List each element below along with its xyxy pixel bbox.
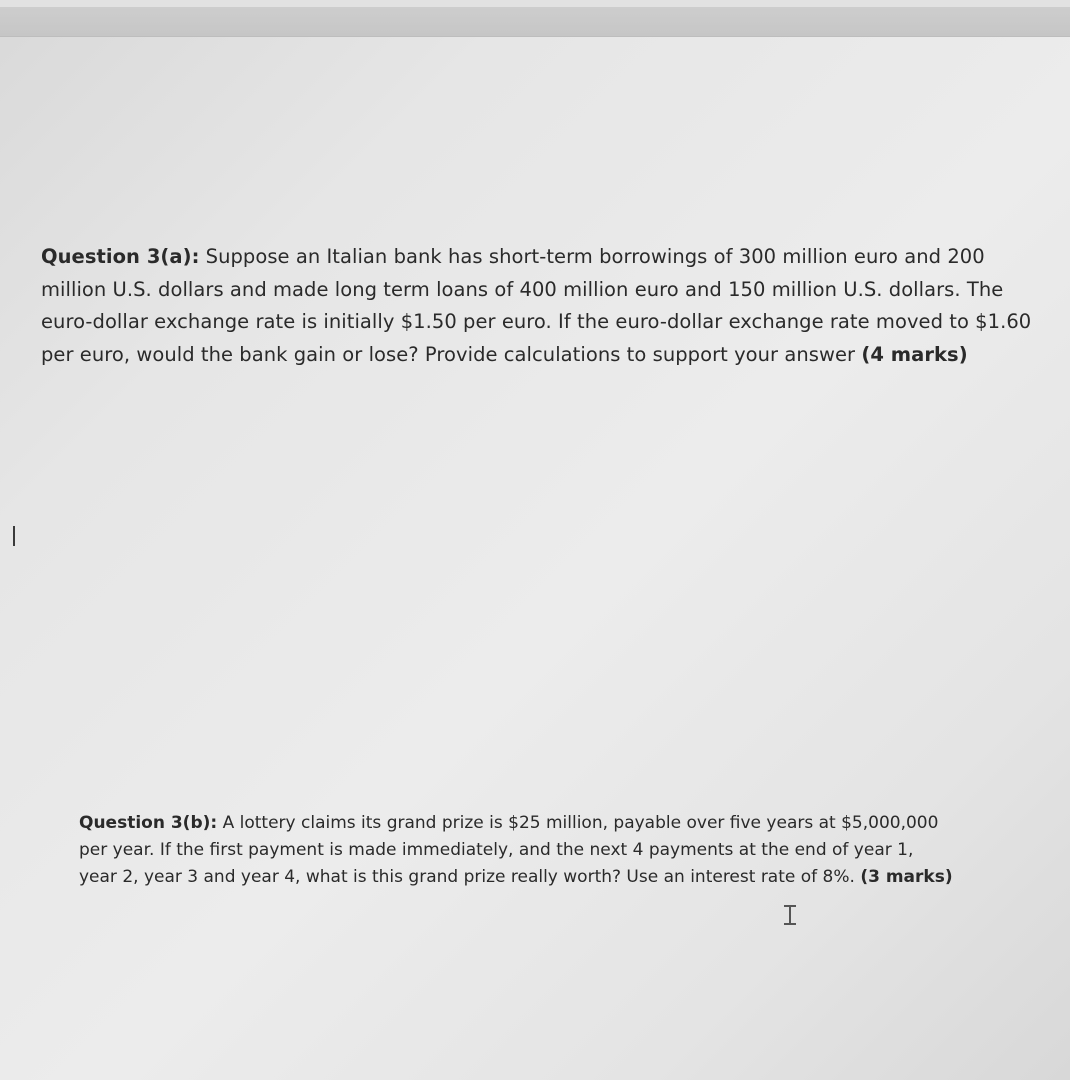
question-3a-line-4 xyxy=(41,339,1051,372)
window-top-edge xyxy=(0,0,1070,7)
question-3a-label: Question 3(a): xyxy=(41,245,200,268)
question-3b-text-3: year 2, year 3 and year 4, what is this grand prize really worth? Use an interest rate of 8%. xyxy=(79,867,861,887)
question-3a-line-1 xyxy=(41,241,1051,274)
question-3b xyxy=(79,810,1039,891)
text-cursor-cap-bottom xyxy=(784,923,796,925)
text-cursor-icon xyxy=(783,904,797,926)
question-3b-line-3 xyxy=(79,864,1039,891)
question-3b-label: Question 3(b): xyxy=(79,813,218,833)
question-3a-text-1: Suppose an Italian bank has short-term borrowings of 300 million euro and 200 xyxy=(199,245,985,268)
text-caret xyxy=(13,526,15,546)
question-3b-line-1 xyxy=(79,810,1039,837)
question-3b-line-2: per year. If the first payment is made immediately, and the next 4 payments at the end of year 1, xyxy=(79,840,914,860)
text-cursor-stem xyxy=(789,906,791,924)
question-3a-marks: (4 marks) xyxy=(861,342,968,366)
question-3a-text-4: per euro, would the bank gain or lose? Provide calculations to support your answer xyxy=(41,342,862,366)
question-3a xyxy=(41,241,1051,371)
question-3b-text-1: A lottery claims its grand prize is $25 million, payable over five years at $5,000,000 xyxy=(217,813,939,833)
question-3a-line-3: euro-dollar exchange rate is initially $1.50 per euro. If the euro-dollar exchange rate moved to $1.60 xyxy=(41,310,1032,333)
question-3b-marks: (3 marks) xyxy=(860,867,953,887)
document-page[interactable] xyxy=(0,37,1070,1080)
window-top-bar xyxy=(0,0,1070,37)
question-3a-line-2: million U.S. dollars and made long term loans of 400 million euro and 150 million U.S. dollars. The xyxy=(41,277,1004,301)
